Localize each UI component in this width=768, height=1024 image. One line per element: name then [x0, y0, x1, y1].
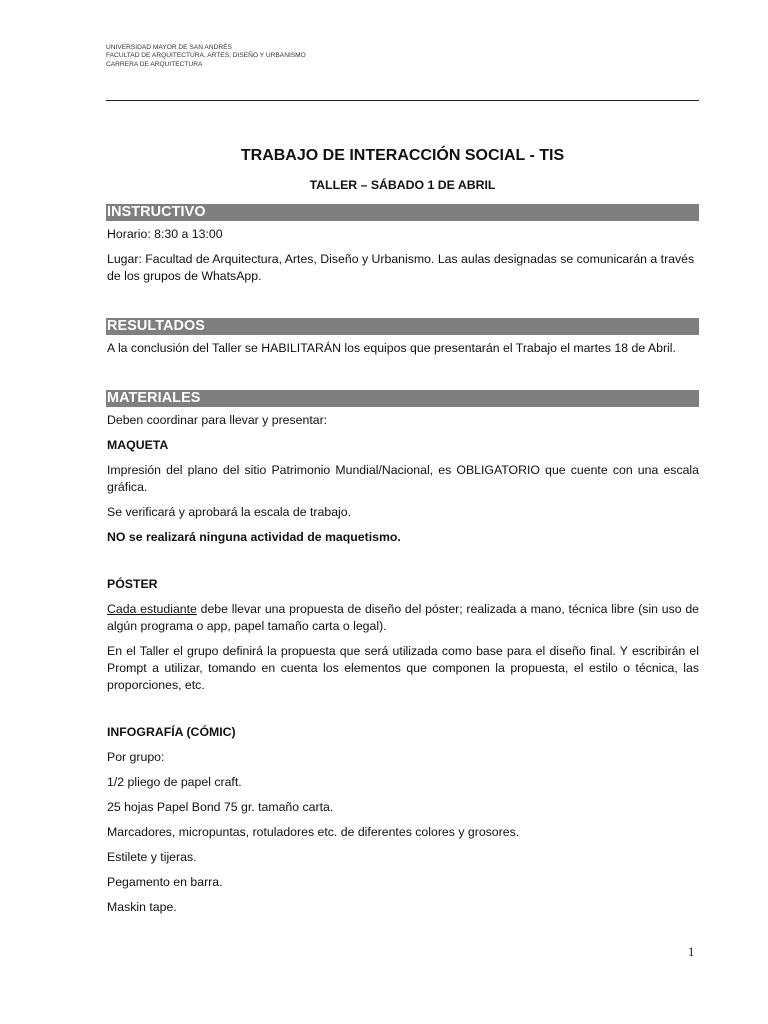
poster-paragraph-1-rest: debe llevar una propuesta de diseño del póster; realizada a mano, técnica libre (sin uso de algún programa o app, papel tamaño carta o legal). — [107, 602, 700, 633]
poster-paragraph-1 — [106, 601, 699, 635]
infografia-item: Maskin tape. — [107, 900, 177, 914]
section-heading-resultados: RESULTADOS — [106, 318, 699, 335]
document-title: TRABAJO DE INTERACCIÓN SOCIAL - TIS — [240, 147, 565, 164]
maqueta-paragraph-1: Impresión del plano del sitio Patrimonio Mundial/Nacional, es OBLIGATORIO que cuente con una escala gráfica. — [107, 463, 699, 494]
document-body — [106, 146, 699, 924]
poster-underlined-text: Cada estudiante — [107, 602, 197, 616]
page-number: 1 — [688, 945, 695, 959]
section-heading-materiales: MATERIALES — [106, 390, 699, 407]
institution-header — [106, 44, 306, 69]
poster-heading: PÓSTER — [107, 577, 158, 591]
horario-text: Horario: 8:30 a 13:00 — [107, 227, 223, 241]
infografia-heading: INFOGRAFÍA (CÓMIC) — [107, 725, 236, 739]
poster-paragraph-2: En el Taller el grupo definirá la propuesta que será utilizada como base para el diseño final. Y escribirán el Prompt a utilizar, tomando en cuenta los elementos que componen la propuesta, el estilo o técnica, las proporciones, etc. — [107, 644, 699, 692]
resultados-text: A la conclusión del Taller se HABILITARÁN los equipos que presentarán el Trabajo el martes 18 de Abril. — [107, 341, 676, 355]
infografia-item: 1/2 pliego de papel craft. — [107, 775, 242, 789]
infografia-item: Pegamento en barra. — [107, 875, 223, 889]
lugar-text: Lugar: Facultad de Arquitectura, Artes, Diseño y Urbanismo. Las aulas designadas se comunicarán a través de los grupos de WhatsApp. — [107, 252, 695, 283]
infografia-item: Por grupo: — [107, 750, 165, 764]
infografia-item: 25 hojas Papel Bond 75 gr. tamaño carta. — [107, 800, 334, 814]
infografia-item: Estilete y tijeras. — [107, 850, 197, 864]
document-subtitle: TALLER – SÁBADO 1 DE ABRIL — [309, 178, 496, 192]
maqueta-paragraph-2: Se verificará y aprobará la escala de trabajo. — [107, 505, 352, 519]
header-university: UNIVERSIDAD MAYOR DE SAN ANDRÉS — [106, 44, 232, 51]
infografia-item: Marcadores, micropuntas, rotuladores etc. de diferentes colores y grosores. — [107, 825, 520, 839]
maqueta-paragraph-3: NO se realizará ninguna actividad de maquetismo. — [107, 530, 401, 544]
header-divider — [106, 100, 699, 101]
header-career: CARRERA DE ARQUITECTURA — [106, 60, 203, 68]
header-faculty: FACULTAD DE ARQUITECTURA, ARTES, DISEÑO Y URBANISMO — [106, 52, 306, 60]
maqueta-heading: MAQUETA — [107, 438, 169, 452]
materiales-intro: Deben coordinar para llevar y presentar: — [107, 413, 328, 427]
section-heading-instructivo: INSTRUCTIVO — [106, 204, 699, 221]
